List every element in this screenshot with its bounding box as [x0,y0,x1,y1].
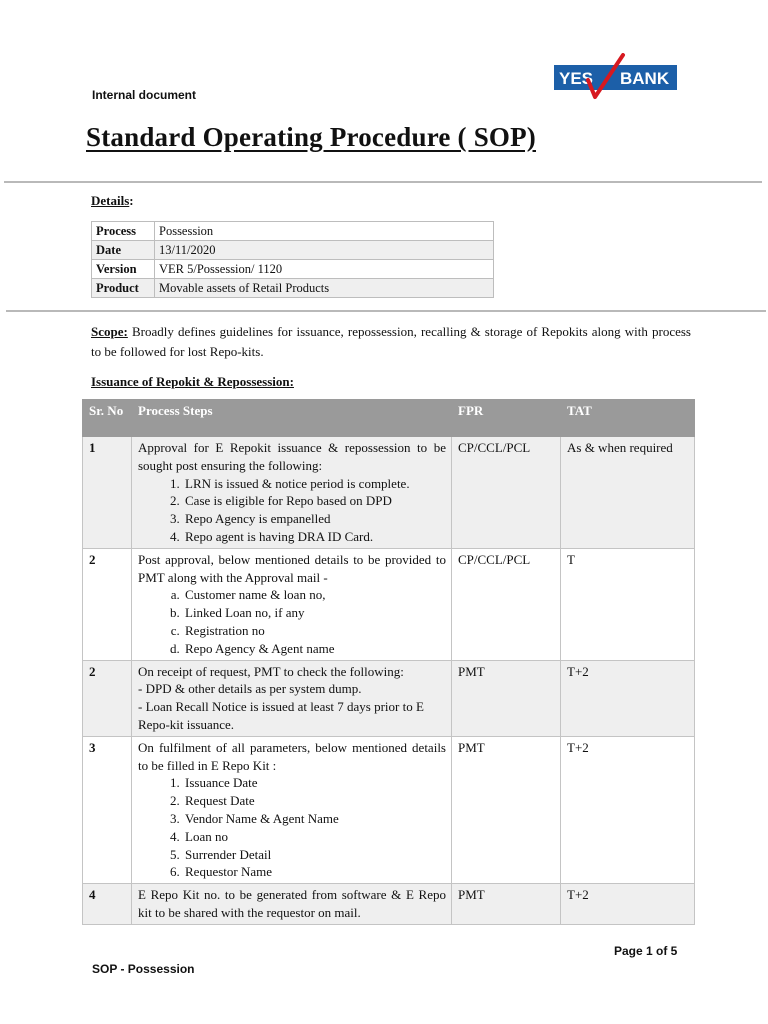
row-fpr: PMT [452,660,561,736]
list-item: 4. Loan no [183,828,446,846]
logo-text-yes: YES [559,69,594,88]
row-sr: 4 [83,884,132,925]
step-line: - DPD & other details as per system dump. [138,681,362,697]
header-process-steps: Process Steps [132,400,452,437]
step-list [138,475,446,546]
details-row-version [92,260,494,279]
page-number: Page 1 of 5 [614,944,678,958]
row-fpr: PMT [452,736,561,883]
list-item: d. Repo Agency & Agent name [183,640,446,658]
row-fpr: CP/CCL/PCL [452,437,561,549]
list-item: c. Registration no [183,622,446,640]
list-item: 6. Requestor Name [183,863,446,881]
details-row-product [92,279,494,298]
details-table [91,221,494,298]
details-key: Product [92,279,155,298]
row-step [132,660,452,736]
details-key: Version [92,260,155,279]
step-list [138,774,446,881]
row-tat: T [561,548,695,660]
row-step [132,736,452,883]
details-label: Details [91,193,130,208]
list-item: 3. Repo Agency is empanelled [183,510,446,528]
step-text: Post approval, below mentioned details to be provided to PMT along with the Approval mail - [138,551,446,585]
list-item: 1. LRN is issued & notice period is complete. [183,475,446,493]
list-item: 5. Surrender Detail [183,846,446,864]
row-sr: 3 [83,736,132,883]
step-text: Approval for E Repokit issuance & repossession to be sought post ensuring the following: [138,440,446,473]
table-row [83,660,695,736]
row-sr: 2 [83,548,132,660]
header-fpr: FPR [452,400,561,437]
table-row [83,884,695,925]
row-sr: 2 [83,660,132,736]
list-item: b. Linked Loan no, if any [183,604,446,622]
list-item: 2. Request Date [183,792,446,810]
row-fpr: PMT [452,884,561,925]
page-title: Standard Operating Procedure ( SOP) [86,122,536,152]
step-text: E Repo Kit no. to be generated from software & E Repo kit to be shared with the requestor on mail. [138,887,446,920]
scope-paragraph [91,322,691,362]
step-text: On fulfilment of all parameters, below mentioned details to be filled in E Repo Kit : [138,739,446,773]
process-table-header [83,400,695,437]
internal-document-label: Internal document [92,88,197,102]
issuance-heading: Issuance of Repokit & Repossession: [91,374,294,389]
step-list [138,586,446,657]
details-value: Possession [155,222,494,241]
row-step [132,884,452,925]
divider-top [4,181,762,183]
yes-bank-logo [554,53,678,103]
step-line: - Loan Recall Notice is issued at least 7 days prior to E Repo-kit issuance. [138,699,424,732]
details-key: Process [92,222,155,241]
details-value: 13/11/2020 [155,241,494,260]
row-step [132,437,452,549]
details-value: Movable assets of Retail Products [155,279,494,298]
header-tat: TAT [561,400,695,437]
list-item: 4. Repo agent is having DRA ID Card. [183,528,446,546]
list-item: a. Customer name & loan no, [183,586,446,604]
details-heading [91,193,134,209]
details-row-date [92,241,494,260]
row-tat: T+2 [561,736,695,883]
table-row [83,736,695,883]
row-tat: T+2 [561,660,695,736]
list-item: 3. Vendor Name & Agent Name [183,810,446,828]
row-sr: 1 [83,437,132,549]
row-step [132,548,452,660]
details-key: Date [92,241,155,260]
scope-label: Scope: [91,324,128,339]
header-sr-no: Sr. No [83,400,132,437]
footer-doc-name: SOP - Possession [92,962,195,976]
row-tat: As & when required [561,437,695,549]
list-item: 2. Case is eligible for Repo based on DPD [183,492,446,510]
table-row [83,437,695,549]
list-item: 1. Issuance Date [183,774,446,792]
table-row [83,548,695,660]
details-label-colon: : [129,193,134,208]
process-table [82,399,695,925]
details-value: VER 5/Possession/ 1120 [155,260,494,279]
divider-middle [6,310,766,312]
details-row-process [92,222,494,241]
step-line: On receipt of request, PMT to check the following: [138,663,404,679]
scope-text: Broadly defines guidelines for issuance, repossession, recalling & storage of Repokits along with process to be followed for lost Repo-kits. [91,324,691,359]
row-tat: T+2 [561,884,695,925]
logo-text-bank: BANK [620,69,670,88]
row-fpr: CP/CCL/PCL [452,548,561,660]
